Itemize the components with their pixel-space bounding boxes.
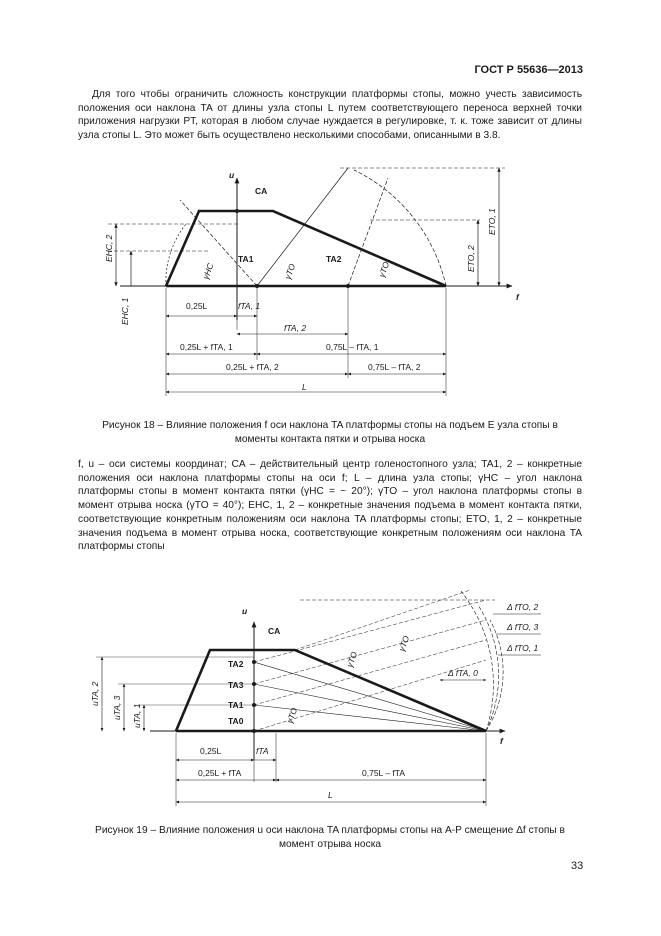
fig19-df2-label: Δ fTO, 2 bbox=[507, 602, 539, 612]
ta0-point-19 bbox=[252, 729, 256, 733]
page-number: 33 bbox=[571, 860, 584, 872]
figure-19-caption bbox=[60, 824, 600, 851]
fig19-dim3a: 0,25L + fTA bbox=[198, 768, 242, 778]
fig18-u-label: u bbox=[229, 170, 235, 180]
fig18-eto2-label: ETO, 2 bbox=[466, 245, 476, 272]
fig19-u3-label: uTA, 3 bbox=[112, 695, 122, 720]
arc-1 bbox=[460, 590, 493, 731]
figure-18-diagram bbox=[0, 160, 661, 420]
intro-paragraph: Для того чтобы ограничить сложность конструкции платформы стопы, можно учесть зависимость положения оси наклона TA от длины узла стопы L путем соответствующего переноса верхней точки приложения нагрузки PT, которая в любом случае нуждается в регулировке, т. к. тоже зависит от длины узла стопы L. Это может быть осуществлено несколькими способами, описанными в 3.8. bbox=[78, 89, 582, 142]
fig19-ca-label: CA bbox=[268, 626, 281, 636]
arc-3 bbox=[486, 620, 503, 731]
fig19-ta1-label: TA1 bbox=[228, 700, 244, 710]
legend-paragraph: f, u – оси системы координат; CA – действительный центр голеностопного узла; TA1, 2 – конкретные положения оси наклона платформы стопы на оси f; L – длина узла стопы; γHC – угол наклона платформы стопы в момент контакта пятки (γHC = ~ 20°); γTO – угол наклона платформы стопы в момент отрыва носка (γTO = 40°); EHC, 1, 2 – конкретные значения подъема в момент контакта пятки, соответствующие конкретным положениям оси наклона TA платформы стопы; ETO, 1, 2 – конкретные значения подъема в момент отрыва носка, соответствующие конкретным положениям оси наклона TA платформы стопы bbox=[78, 459, 582, 553]
fig18-dim5b: 0,75L – fTA, 2 bbox=[368, 362, 421, 372]
fig19-dfta0-label: Δ fTA, 0 bbox=[448, 668, 478, 678]
fig19-dim2: fTA bbox=[256, 746, 269, 756]
fig18-ehc2-label: EHC, 2 bbox=[104, 234, 114, 262]
fig18-dim5a: 0,25L + fTA, 2 bbox=[226, 362, 279, 372]
heel-rotated-line bbox=[180, 200, 257, 286]
fig19-dim4: L bbox=[328, 790, 333, 800]
fig19-g-label-2: γTO bbox=[396, 634, 412, 653]
fig19-u1-label: uTA, 1 bbox=[132, 703, 142, 728]
toe-off-arc bbox=[354, 170, 446, 286]
figure-19-diagram bbox=[0, 560, 661, 820]
fig19-df1-label: Δ fTO, 1 bbox=[507, 643, 539, 653]
fig19-f-label: f bbox=[500, 736, 503, 746]
fig19-g-label-3: γTO bbox=[284, 706, 300, 725]
fig19-g-label-1: γTO bbox=[344, 650, 360, 669]
fig18-dim1: 0,25L bbox=[186, 301, 208, 311]
rotated-platform-line-1 bbox=[257, 168, 348, 286]
fig18-gto-label: γTO bbox=[282, 262, 298, 281]
fig18-gto-label-2: γTO bbox=[376, 260, 392, 279]
fig18-dim4b: 0,75L – fTA, 1 bbox=[326, 342, 379, 352]
fig18-dim3: fTA, 2 bbox=[284, 323, 307, 333]
rot-line-1 bbox=[254, 600, 486, 662]
fig19-df3-label: Δ fTO, 3 bbox=[507, 622, 539, 632]
fig19-u2-label: uTA, 2 bbox=[90, 681, 100, 706]
standard-header: ГОСТ Р 55636—2013 bbox=[474, 64, 583, 76]
fig18-eto1-label: ETO, 1 bbox=[487, 208, 497, 235]
foot-platform-outline-2 bbox=[176, 650, 486, 731]
ta2-point-19 bbox=[252, 660, 256, 664]
fig19-ta2-label: TA2 bbox=[228, 659, 244, 669]
fig19-ta3-label: TA3 bbox=[228, 680, 244, 690]
figure-18-caption-line1: Рисунок 18 – Влияние положения f оси наклона TA платформы стопы на подъем E узла стопы в bbox=[102, 420, 558, 431]
fig19-ta0-label: TA0 bbox=[228, 716, 244, 726]
ca-point bbox=[235, 209, 239, 213]
figure-18-caption bbox=[60, 419, 600, 446]
figure-18-caption-line2: моменты контакта пятки и отрыва носка bbox=[234, 433, 426, 445]
figure-19-caption-line1: Рисунок 19 – Влияние положения u оси наклона TA платформы стопы на A-P смещение Δf стопы в bbox=[95, 825, 565, 836]
fig18-dim2: fTA, 1 bbox=[238, 301, 261, 311]
fig18-f-label: f bbox=[516, 292, 519, 302]
fig18-ehc1-label: EHC, 1 bbox=[120, 297, 130, 325]
fig18-ca-label: CA bbox=[255, 186, 268, 196]
figure-19-caption-line2: момент отрыва носка bbox=[278, 838, 382, 850]
fig18-dim6: L bbox=[302, 382, 307, 392]
fig18-dim4a: 0,25L + fTA, 1 bbox=[180, 342, 233, 352]
rot-line-5 bbox=[295, 590, 470, 650]
ta2-point bbox=[346, 284, 350, 288]
fig18-ta1-label: TA1 bbox=[238, 254, 254, 264]
fig18-ta2-label: TA2 bbox=[326, 254, 342, 264]
fig19-dim3b: 0,75L – fTA bbox=[362, 768, 405, 778]
fig19-dim1: 0,25L bbox=[200, 746, 222, 756]
ta1-point bbox=[255, 284, 259, 288]
fig18-ghc-label: γHC bbox=[200, 261, 216, 281]
fig19-u-label: u bbox=[242, 606, 248, 616]
